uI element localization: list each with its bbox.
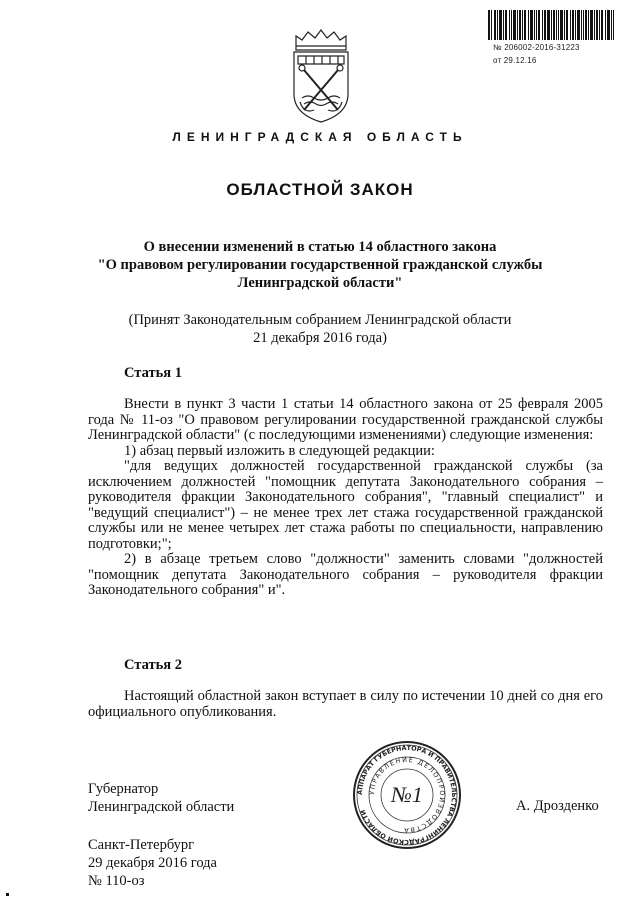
signatory-name: А. Дрозденко: [516, 798, 599, 814]
article-1-item-1: 1) абзац первый изложить в следующей редакции:: [124, 442, 435, 459]
registration-number: № 206002-2016-31223: [493, 43, 580, 52]
subject-line-2: "О правовом регулировании государственной гражданской службы: [97, 257, 543, 273]
article-2-body: [88, 689, 603, 720]
article-2-heading: Статья 2: [124, 657, 182, 673]
article-1-body: [88, 397, 603, 599]
barcode-icon: [488, 10, 614, 40]
article-2-text: Настоящий областной закон вступает в силу по истечении 10 дней со дня его официального опубликования.: [88, 688, 603, 720]
signatory-position: [88, 780, 234, 816]
stamp-outer-text: АППАРАТ ГУБЕРНАТОРА И ПРАВИТЕЛЬСТВА ЛЕНИНГРАДСКОЙ ОБЛАСТИ: [355, 743, 459, 847]
stamp-inner-text: УПРАВЛЕНИЕ ДЕЛОПРОИЗВОДСТВА: [367, 755, 447, 835]
registration-date: от 29.12.16: [493, 56, 537, 65]
law-subject: [40, 238, 600, 292]
adoption-line-1: (Принят Законодательным собранием Ленинградской области: [128, 312, 512, 328]
article-1-item-2: 2) в абзаце третьем слово "должности" заменить словами "должностей "помощник депутата Законодательного собрания – руководителя фракции Законодательного собрания" и".: [88, 551, 603, 598]
footer-law-number: № 110-оз: [88, 873, 145, 889]
position-line-2: Ленинградской области: [88, 799, 235, 815]
footer-block: [88, 836, 217, 890]
coat-of-arms-icon: [288, 28, 354, 124]
article-1-heading: Статья 1: [124, 365, 182, 381]
position-line-1: Губернатор: [88, 781, 159, 797]
official-stamp-icon: [352, 740, 462, 850]
law-type-title: ОБЛАСТНОЙ ЗАКОН: [226, 180, 414, 199]
footer-city: Санкт-Петербург: [88, 837, 195, 853]
adoption-note: [40, 311, 600, 347]
subject-line-3: Ленинградской области": [237, 275, 403, 291]
stamp-number: №1: [391, 782, 423, 807]
footer-date: 29 декабря 2016 года: [88, 855, 217, 871]
subject-line-1: О внесении изменений в статью 14 областного закона: [143, 239, 497, 255]
scan-mark: [6, 893, 9, 896]
article-1-intro: Внести в пункт 3 части 1 статьи 14 областного закона от 25 февраля 2005 года № 11-оз "О правовом регулировании государственной гражданской службы Ленинградской области" (с последующими изменениями) следующие изменения:: [88, 396, 603, 443]
adoption-line-2: 21 декабря 2016 года): [253, 330, 387, 346]
article-1-quote: "для ведущих должностей государственной гражданской службы (за исключением должностей "помощник депутата Законодательного собрания – руководителя фракции Законодательного собрания", "главный специалист" и "ведущий специалист") – не менее трех лет стажа государственной гражданской службы или не менее четырех лет стажа работы по специальности, направлению подготовки;";: [88, 458, 603, 552]
region-title: ЛЕНИНГРАДСКАЯ ОБЛАСТЬ: [172, 130, 468, 144]
